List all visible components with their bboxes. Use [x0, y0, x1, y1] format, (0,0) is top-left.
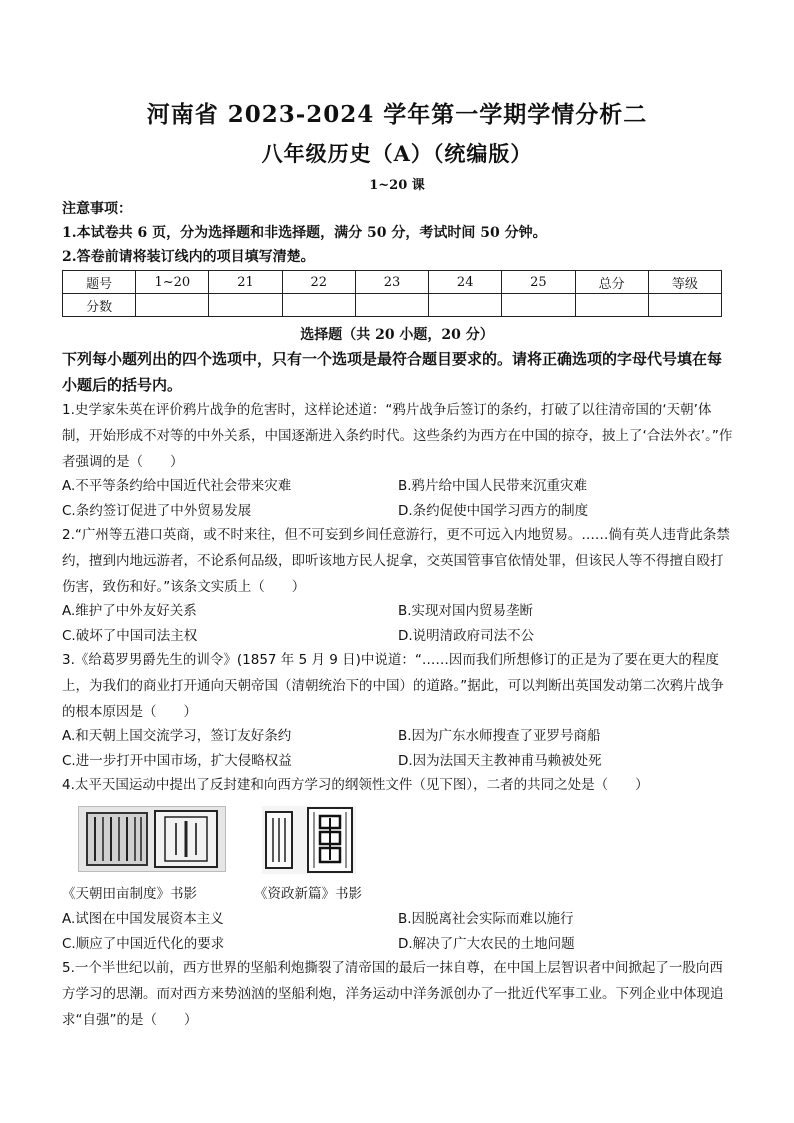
score-cell: 24 — [429, 271, 502, 294]
question-4-option-d[interactable]: D.解决了广大农民的土地问题 — [398, 936, 575, 952]
score-input-cell[interactable] — [282, 294, 355, 317]
question-5-stem: 5.一个半世纪以前，西方世界的坚船利炮撕裂了清帝国的最后一抹自尊，在中国上层智识者中间掀起了一股向西方学习的思潮。而对西方来势汹汹的坚船利炮，洋务运动中洋务派创办了一批近代军事工业。下列企业中体现追求“自强”的是（ ） — [62, 960, 724, 1028]
lesson-range: 1~20 课 — [369, 178, 425, 193]
score-cell: 21 — [209, 271, 282, 294]
notes-item-2: 2.答卷前请将装订线内的项目填写清楚。 — [62, 249, 315, 265]
score-cell: 题号 — [63, 271, 136, 294]
score-input-cell[interactable] — [429, 294, 502, 317]
question-3-stem: 3.《给葛罗男爵先生的训令》(1857 年 5 月 9 日)中说道：“……因而我们所想修订的正是为了要在更大的程度上，为我们的商业打开通向天朝帝国（清朝统治下的中国）的道路。”据此，可以判断出英国发动第二次鸦片战争的根本原因是（ ） — [62, 652, 724, 720]
notes-item-1: 1.本试卷共 6 页，分为选择题和非选择题，满分 50 分，考试时间 50 分钟。 — [62, 225, 547, 241]
question-1-stem: 1.史学家朱英在评价鸦片战争的危害时，这样论述道：“鸦片战争后签订的条约，打破了以往清帝国的‘天朝’体制，开始形成不对等的中外关系，中国逐渐进入条约时代。这些条约为西方在中国的掠夺，披上了‘合法外衣’。”作者强调的是（ ） — [62, 402, 733, 470]
score-table-score-row — [63, 294, 722, 317]
score-input-cell[interactable] — [648, 294, 721, 317]
section-title: 选择题（共 20 小题，20 分） — [300, 327, 494, 343]
score-table-header-row — [63, 271, 722, 294]
exam-subtitle: 八年级历史（A）（统编版） — [261, 141, 533, 166]
score-cell: 1~20 — [136, 271, 209, 294]
book-image-tianchao — [78, 806, 226, 872]
question-2-option-a[interactable]: A.维护了中外友好关系 — [62, 603, 197, 619]
score-cell: 22 — [282, 271, 355, 294]
score-input-cell[interactable] — [355, 294, 428, 317]
score-cell: 等级 — [648, 271, 721, 294]
question-1-option-d[interactable]: D.条约促使中国学习西方的制度 — [398, 503, 589, 519]
exam-title: 河南省 2023-2024 学年第一学期学情分析二 — [146, 101, 648, 128]
score-input-cell[interactable] — [502, 294, 575, 317]
score-cell: 总分 — [575, 271, 648, 294]
score-table — [62, 270, 722, 317]
caption-tianchao: 《天朝田亩制度》书影 — [62, 886, 197, 902]
question-2-stem: 2.“广州等五港口英商，或不时来往，但不可妄到乡间任意游行，更不可远入内地贸易。……倘有英人违背此条禁约，擅到内地远游者，不论系何品级，即听该地方民人捉拿，交英国管事官依情处罪，但该民人等不得擅自殴打伤害，致伤和好。”该条文实质上（ ） — [62, 527, 730, 595]
section-instruction: 下列每小题列出的四个选项中，只有一个选项是最符合题目要求的。请将正确选项的字母代号填在每小题后的括号内。 — [62, 350, 723, 394]
question-4-stem: 4.太平天国运动中提出了反封建和向西方学习的纲领性文件（见下图），二者的共同之处是（ ） — [62, 777, 649, 793]
question-1-option-c[interactable]: C.条约签订促进了中外贸易发展 — [62, 503, 252, 519]
question-4-option-c[interactable]: C.顺应了中国近代化的要求 — [62, 936, 225, 952]
question-2-option-c[interactable]: C.破坏了中国司法主权 — [62, 628, 198, 644]
question-1-option-b[interactable]: B.鸦片给中国人民带来沉重灾难 — [398, 478, 588, 494]
question-1-option-a[interactable]: A.不平等条约给中国近代社会带来灾难 — [62, 478, 292, 494]
question-2-option-d[interactable]: D.说明清政府司法不公 — [398, 628, 535, 644]
question-3-option-a[interactable]: A.和天朝上国交流学习，签订友好条约 — [62, 728, 292, 744]
book-image-zizheng — [262, 806, 356, 874]
question-4-option-b[interactable]: B.因脱离社会实际而难以施行 — [398, 911, 574, 927]
score-input-cell[interactable] — [136, 294, 209, 317]
score-input-cell[interactable] — [575, 294, 648, 317]
score-cell: 23 — [355, 271, 428, 294]
score-input-cell[interactable] — [209, 294, 282, 317]
score-cell: 25 — [502, 271, 575, 294]
question-3-option-d[interactable]: D.因为法国天主教神甫马赖被处死 — [398, 753, 602, 769]
question-3-option-b[interactable]: B.因为广东水师搜查了亚罗号商船 — [398, 728, 601, 744]
question-2-option-b[interactable]: B.实现对国内贸易垄断 — [398, 603, 534, 619]
caption-zizheng: 《资政新篇》书影 — [254, 886, 362, 902]
score-row-label: 分数 — [63, 294, 136, 317]
question-4-option-a[interactable]: A.试图在中国发展资本主义 — [62, 911, 224, 927]
notes-heading: 注意事项： — [62, 201, 132, 217]
question-3-option-c[interactable]: C.进一步打开中国市场，扩大侵略权益 — [62, 753, 292, 769]
